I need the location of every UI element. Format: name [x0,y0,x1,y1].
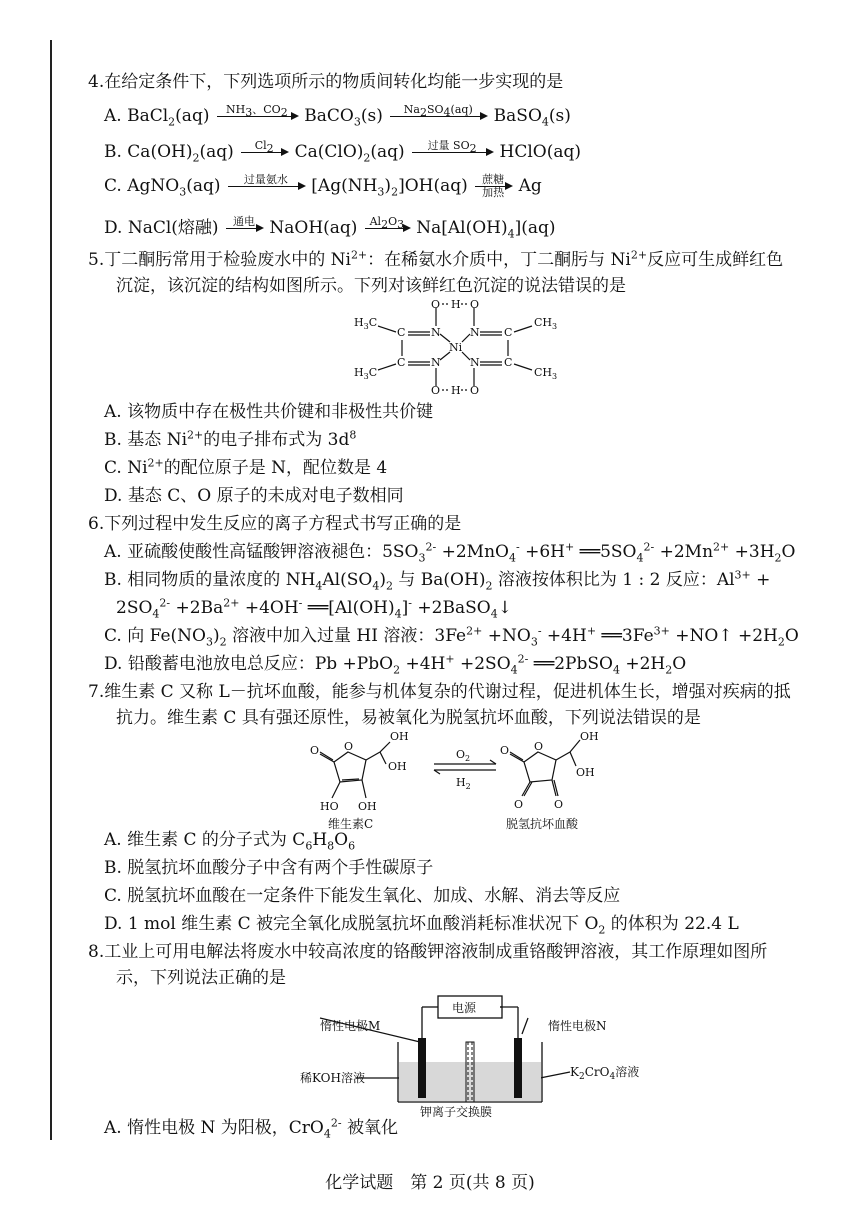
svg-text:OH: OH [580,730,599,743]
reaction-arrow: $Na_2SO_4(aq)$ [390,104,486,129]
page-footer: 化学试题 第 2 页(共 8 页) [325,1173,535,1193]
q6-option-c: C. 向 $Fe(NO_3)_2$ 溶液中加入过量 HI 溶液：$3Fe^{2+} +NO_3^- +4H^+$ $══3Fe^{3+}$ +NO↑ $+2H_2O$ [104,624,799,649]
svg-text:HO: HO [320,800,339,813]
svg-text:惰性电极M: 惰性电极M [320,1019,381,1033]
svg-text:O: O [554,798,564,811]
q5-stem-line1: 5.丁二酮肟常用于检验废水中的 $Ni^{2+}$：在稀氨水介质中，丁二酮肟与 $Ni^{2+}$反应可生成鲜红色 [88,248,784,270]
svg-text:H: H [451,298,461,311]
reaction-arrow: 蔗糖 加热 [475,174,511,199]
q7-option-c: C. 脱氢抗坏血酸在一定条件下能发生氧化、加成、水解、消去等反应 [104,886,621,906]
nickel-dimethylglyoxime-structure [340,292,570,402]
q6-option-b-line2: $2SO_4^{2-} +2Ba^{2+} +4OH^-$ $══[Al(OH)_4]^-$ +2BaSO$_4$↓ [116,596,512,621]
q7-stem-line2: 抗力。维生素 C 具有强还原性，易被氧化为脱氢抗坏血酸，下列说法错误的是 [116,708,701,728]
q5-stem-line2: 沉淀，该沉淀的结构如图所示。下列对该鲜红色沉淀的说法错误的是 [116,276,626,296]
svg-text:OH: OH [388,760,407,773]
svg-text:O: O [470,384,480,397]
q7-option-a: A. 维生素 C 的分子式为 $C_6H_8O_6$ [104,830,356,853]
svg-text:O: O [344,740,354,753]
svg-text:H3C: $H_3C$ [354,316,378,331]
svg-text:O2: $O_2$ [456,748,471,763]
svg-text:O: O [534,740,544,753]
q5-option-b: B. 基态 $Ni^{2+}$的电子排布式为 $3d^8$ [104,428,357,450]
q6-option-b-line1: B. 相同物质的量浓度的 $NH_4Al(SO_4)_2$ 与 $Ba(OH)_2$ 溶液按体积比为 1 : 2 反应：$Al^{3+}$ + [104,568,771,593]
svg-text:OH: OH [358,800,377,813]
svg-text:O: O [431,384,441,397]
svg-text:N: N [470,326,480,339]
svg-text:C: C [397,356,406,369]
margin-line [50,40,52,1140]
svg-text:O: O [310,744,320,757]
svg-text:电源: 电源 [452,1001,477,1015]
q6-option-d: D. 铅酸蓄电池放电总反应：$Pb +PbO_2 +4H^+ +2SO_4^{2-}$ ══2PbSO$_4$ $+2H_2O$ [104,652,687,677]
q4-stem: 4.在给定条件下，下列选项所示的物质间转化均能一步实现的是 [88,72,564,92]
svg-text:Ni: Ni [449,341,463,354]
svg-text:CH3: $CH_3$ [534,316,558,331]
q5-option-a: A. 该物质中存在极性共价键和非极性共价键 [104,402,434,422]
q8-option-a: A. 惰性电极 N 为阳极，CrO$_4^{2-}$ 被氧化 [104,1116,398,1141]
svg-text:K2CrO4溶液: $K_2CrO_4$溶液 [570,1065,640,1082]
reaction-arrow: $NH_3$、$CO_2$ [217,104,297,129]
svg-text:C: C [504,356,513,369]
q7-option-d: D. 1 mol 维生素 C 被完全氧化成脱氢抗坏血酸消耗标准状况下 $O_2$ 的体积为 22.4 L [104,914,739,937]
vitamin-c-oxidation-scheme [310,730,650,830]
reaction-arrow: $Cl_2$ [241,140,287,165]
svg-text:惰性电极N: 惰性电极N [548,1019,607,1033]
electrolysis-cell-diagram [300,990,640,1120]
q4-option-a: A. BaCl$_2$(aq) $NH_3$、$CO_2$ BaCO$_3$(s) $Na_2SO_4(aq)$ BaSO$_4$(s) [104,103,571,129]
svg-text:C: C [397,326,406,339]
svg-text:H3C: $H_3C$ [354,366,378,381]
svg-text:C: C [504,326,513,339]
reaction-arrow: 通电 [226,216,262,241]
q8-stem-line1: 8.工业上可用电解法将废水中较高浓度的铬酸钾溶液制成重铬酸钾溶液，其工作原理如图所 [88,942,768,962]
svg-text:O: O [514,798,524,811]
q6-stem: 6.下列过程中发生反应的离子方程式书写正确的是 [88,514,462,534]
q8-stem-line2: 示，下列说法正确的是 [116,968,286,988]
reaction-arrow: 过量 $SO_2$ [412,140,492,165]
svg-text:N: N [470,356,480,369]
q6-option-a: A. 亚硫酸使酸性高锰酸钾溶液褪色：$5SO_3^{2-} +2MnO_4^- +6H^+$ $══5SO_4^{2-} +2Mn^{2+} +3H_2O$ [104,540,796,565]
svg-text:OH: OH [390,730,409,743]
svg-text:稀KOH溶液: 稀KOH溶液 [300,1071,365,1085]
svg-text:H: H [451,384,461,397]
q4-option-c: C. AgNO$_3$(aq) 过量氨水 $[Ag(NH_3)_2]OH(aq)$ 蔗糖 加热 Ag [104,173,542,199]
svg-text:N: N [431,356,441,369]
svg-text:O: O [500,744,510,757]
q5-option-d: D. 基态 C、O 原子的未成对电子数相同 [104,486,404,506]
q4-option-d: D. NaCl(熔融) 通电 NaOH(aq) $Al_2O_3$ $Na[Al(OH)_4](aq)$ [104,215,556,241]
svg-text:O: O [431,298,441,311]
svg-text:OH: OH [576,766,595,779]
q5-option-c: C. $Ni^{2+}$的配位原子是 N，配位数是 4 [104,456,388,478]
svg-text:钾离子交换膜: 钾离子交换膜 [420,1105,493,1119]
svg-text:维生素C: 维生素C [328,817,374,830]
q4-option-b: B. $Ca(OH)_2(aq)$ $Cl_2$ $Ca(ClO)_2(aq)$ 过量 $SO_2$ HClO(aq) [104,139,581,165]
svg-text:H2: $H_2$ [456,776,471,791]
svg-text:CH3: $CH_3$ [534,366,558,381]
svg-text:N: N [431,326,441,339]
svg-text:脱氢抗坏血酸: 脱氢抗坏血酸 [506,817,579,830]
q7-stem-line1: 7.维生素 C 又称 L－抗坏血酸，能参与机体复杂的代谢过程，促进机体生长，增强对疾病的抵 [88,682,791,702]
q7-option-b: B. 脱氢抗坏血酸分子中含有两个手性碳原子 [104,858,434,878]
svg-text:O: O [470,298,480,311]
reaction-arrow: 过量氨水 [228,174,304,199]
reaction-arrow: $Al_2O_3$ [365,216,409,241]
